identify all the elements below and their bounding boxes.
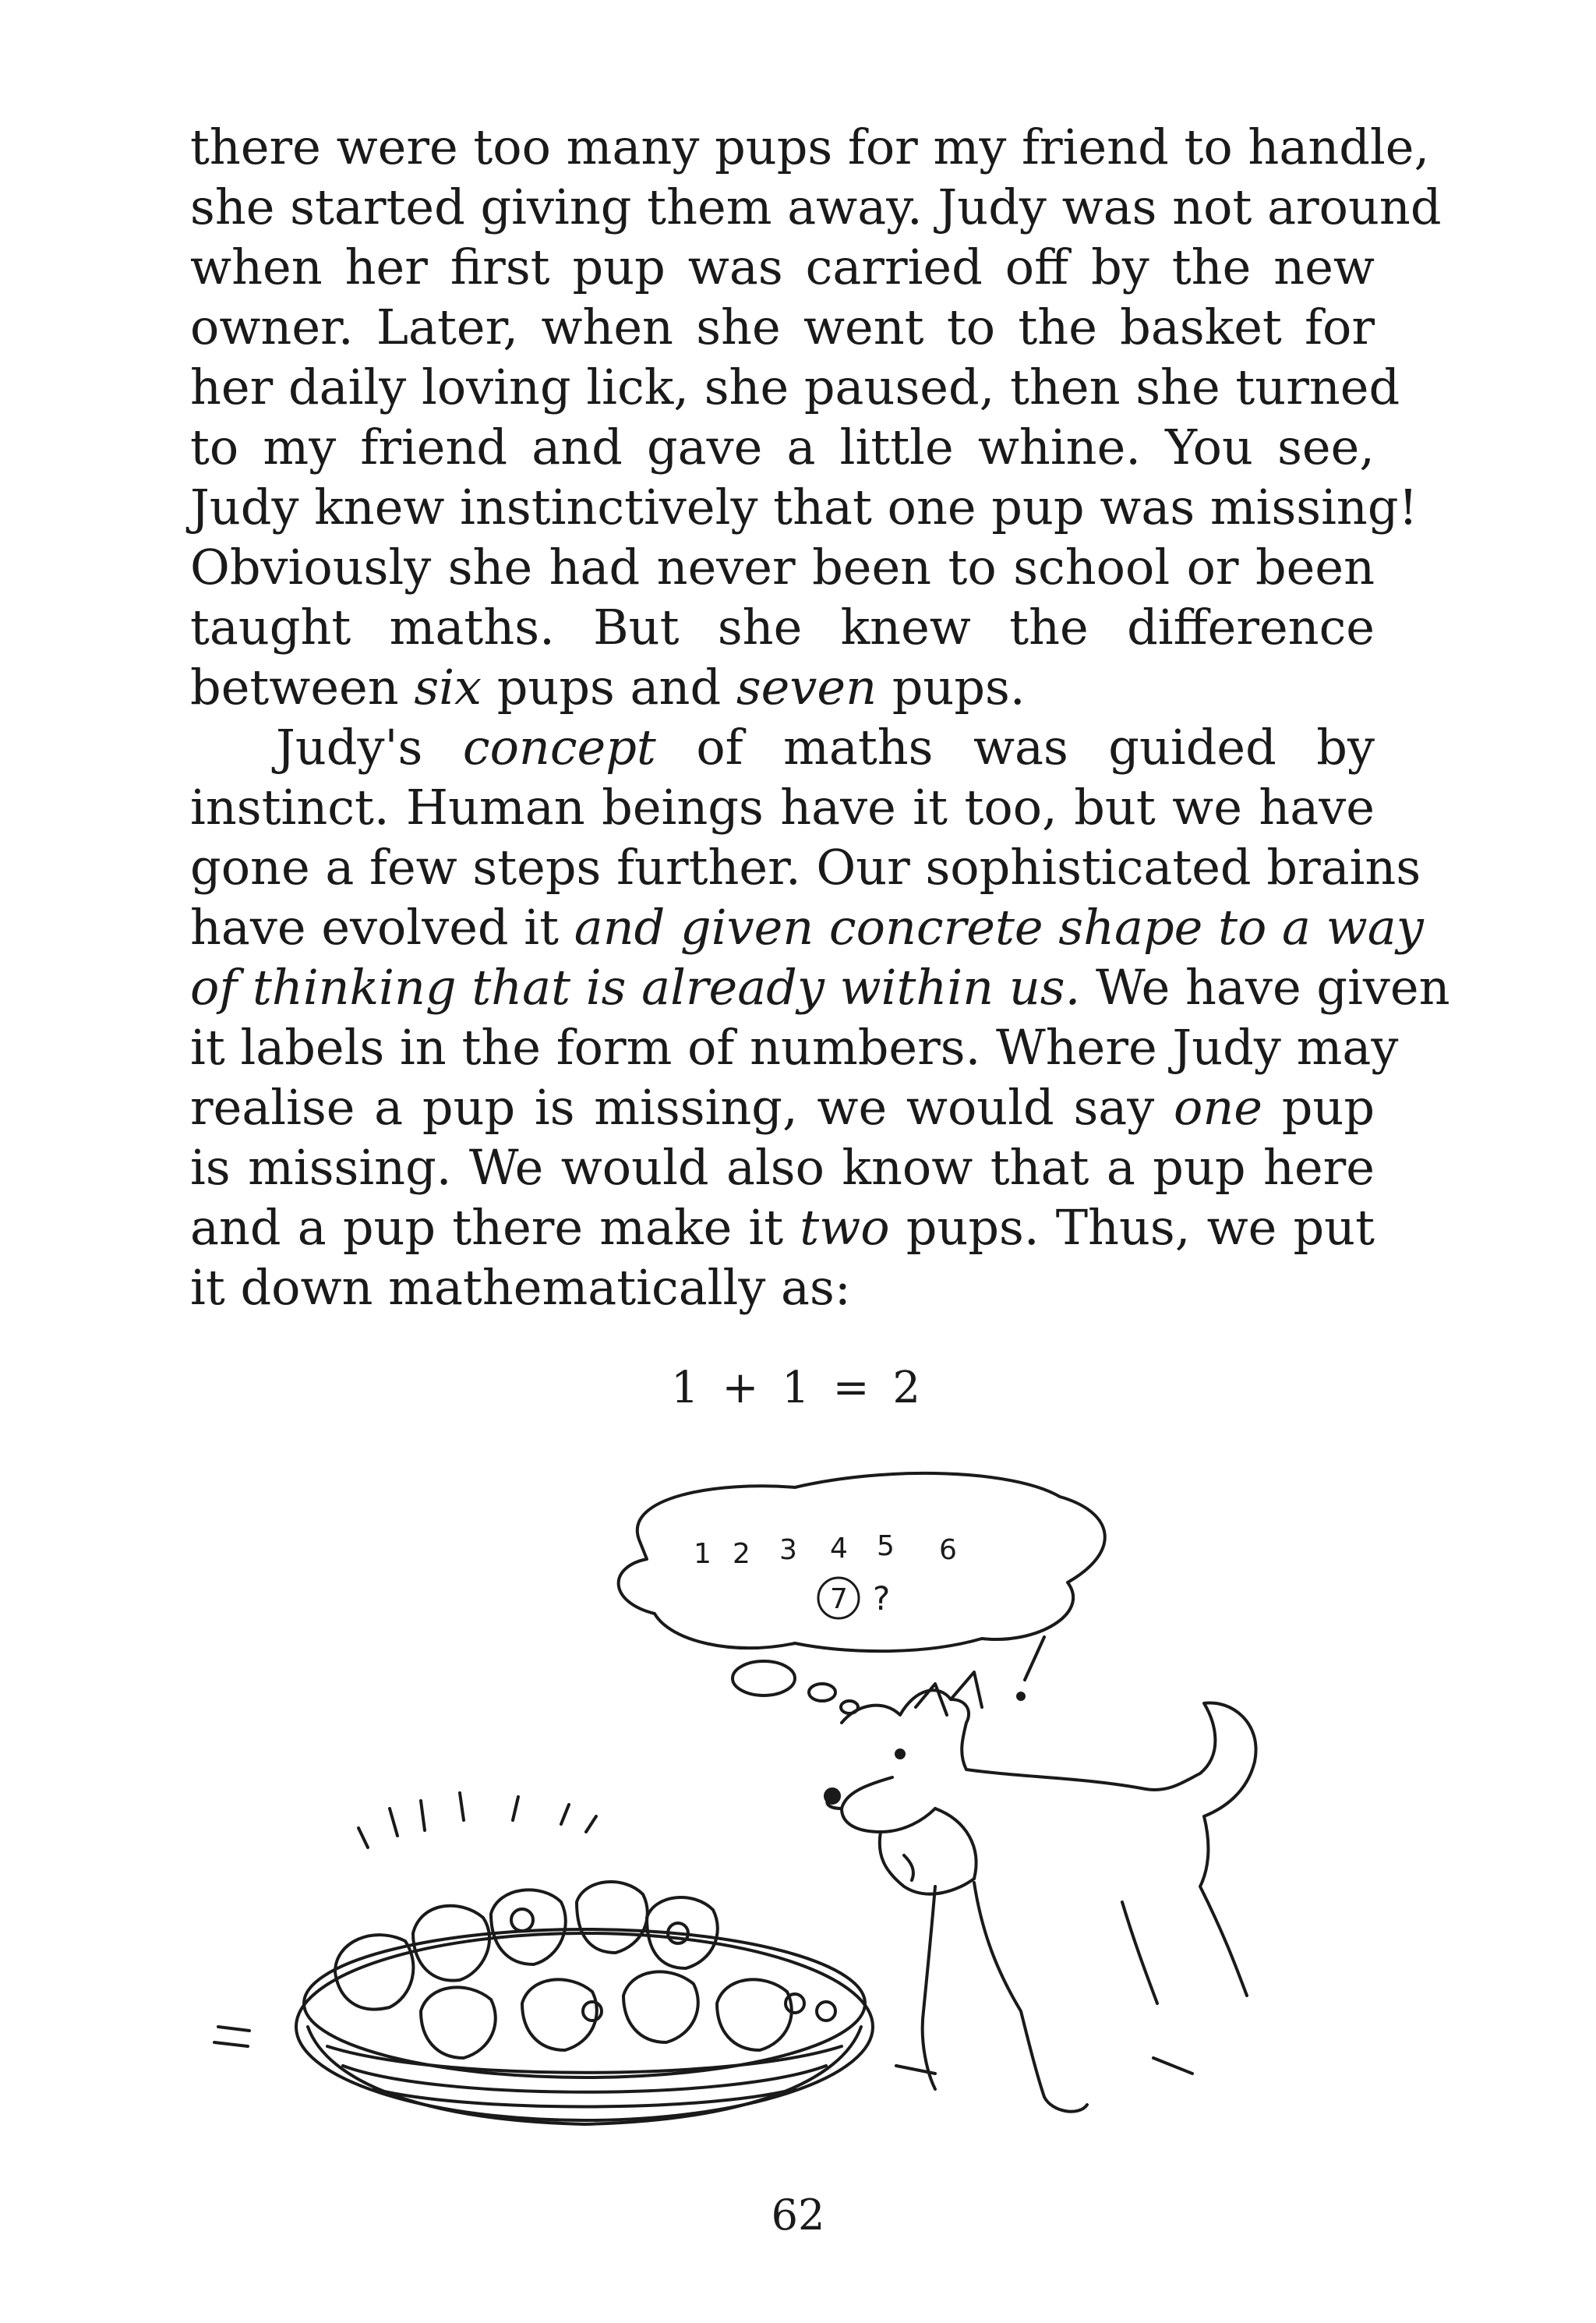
dog-drawing	[825, 1672, 1256, 2112]
text-line: Judy knew instinctively that one pup was missing!	[190, 479, 1418, 536]
italic-word: one	[1174, 1079, 1262, 1136]
dog-and-pups-illustration	[156, 1466, 1418, 2167]
text-run: pups. Thus, we put	[889, 1199, 1375, 1256]
basket-drawing	[296, 1929, 873, 2124]
italic-word: seven	[736, 659, 877, 716]
text-line	[190, 957, 1450, 1017]
equation: 1 + 1 = 2	[671, 1363, 925, 1413]
italic-word: six	[414, 659, 482, 716]
thought-number: 3	[779, 1534, 797, 1566]
text-line: her daily loving lick, she paused, then she turned	[190, 359, 1400, 415]
thought-number: 1	[694, 1538, 711, 1570]
dog-eye	[896, 1750, 904, 1758]
text-line: gone a few steps further. Our sophisticated brains	[190, 839, 1421, 896]
text-run: between	[190, 659, 415, 716]
excitement-dot	[1018, 1693, 1024, 1699]
ground-mark	[218, 2027, 249, 2031]
text-line: owner. Later, when she went to the basket for	[190, 299, 1375, 355]
text-line: she started giving them away. Judy was not around	[190, 179, 1442, 235]
thought-number: 5	[877, 1530, 895, 1562]
dog-nose	[825, 1789, 839, 1803]
text-line	[190, 1197, 1375, 1257]
text-run: realise a pup is missing, we would say	[190, 1079, 1174, 1136]
text-line: it down mathematically as:	[190, 1259, 851, 1316]
italic-word: concept	[462, 719, 656, 776]
text-line: Obviously she had never been to school or been	[190, 539, 1375, 596]
thought-bubble	[733, 1661, 795, 1695]
thought-number: 2	[733, 1538, 750, 1570]
motion-lines	[358, 1793, 596, 1847]
text-run: pups and	[482, 659, 736, 716]
text-run: of maths was guided by	[655, 719, 1375, 776]
text-line: taught maths. But she knew the difference	[190, 599, 1375, 656]
italic-phrase: and given concrete shape to a way	[574, 899, 1424, 956]
thought-number: 4	[830, 1533, 848, 1565]
pups-drawing	[335, 1882, 835, 2058]
page-number: 62	[771, 2190, 825, 2240]
thought-number: 6	[939, 1534, 957, 1566]
text-line: when her first pup was carried off by the new	[190, 239, 1375, 295]
text-line: instinct. Human beings have it too, but we have	[190, 779, 1375, 836]
thought-bubble	[809, 1684, 835, 1701]
paragraph-1	[190, 117, 1442, 717]
text-line: to my friend and gave a little whine. You see,	[190, 419, 1375, 476]
question-mark: ?	[873, 1579, 891, 1618]
text-line: it labels in the form of numbers. Where Judy may	[190, 1019, 1399, 1076]
italic-phrase: of thinking that is already within us.	[190, 959, 1081, 1016]
text-line	[190, 897, 1424, 957]
text-line	[190, 1077, 1375, 1137]
paragraph-2	[190, 717, 1450, 1317]
text-line	[190, 717, 1375, 777]
text-run: We have given	[1080, 959, 1450, 1016]
circled-number: 7	[830, 1583, 848, 1615]
text-run: pups.	[877, 659, 1026, 716]
text-line: there were too many pups for my friend to handle,	[190, 118, 1430, 175]
text-run: have evolved it	[190, 899, 574, 956]
ground-mark	[214, 2042, 248, 2046]
text-run: pup	[1262, 1079, 1375, 1136]
ground-mark	[1153, 2058, 1192, 2074]
body-text	[190, 117, 1450, 1317]
text-line: is missing. We would also know that a pup here	[190, 1139, 1375, 1196]
italic-word: two	[800, 1199, 890, 1256]
text-run: Judy's	[276, 719, 463, 776]
thought-cloud	[619, 1473, 1105, 1713]
text-run: and a pup there make it	[190, 1199, 800, 1256]
excitement-mark	[1025, 1637, 1044, 1680]
text-line	[190, 657, 1375, 717]
